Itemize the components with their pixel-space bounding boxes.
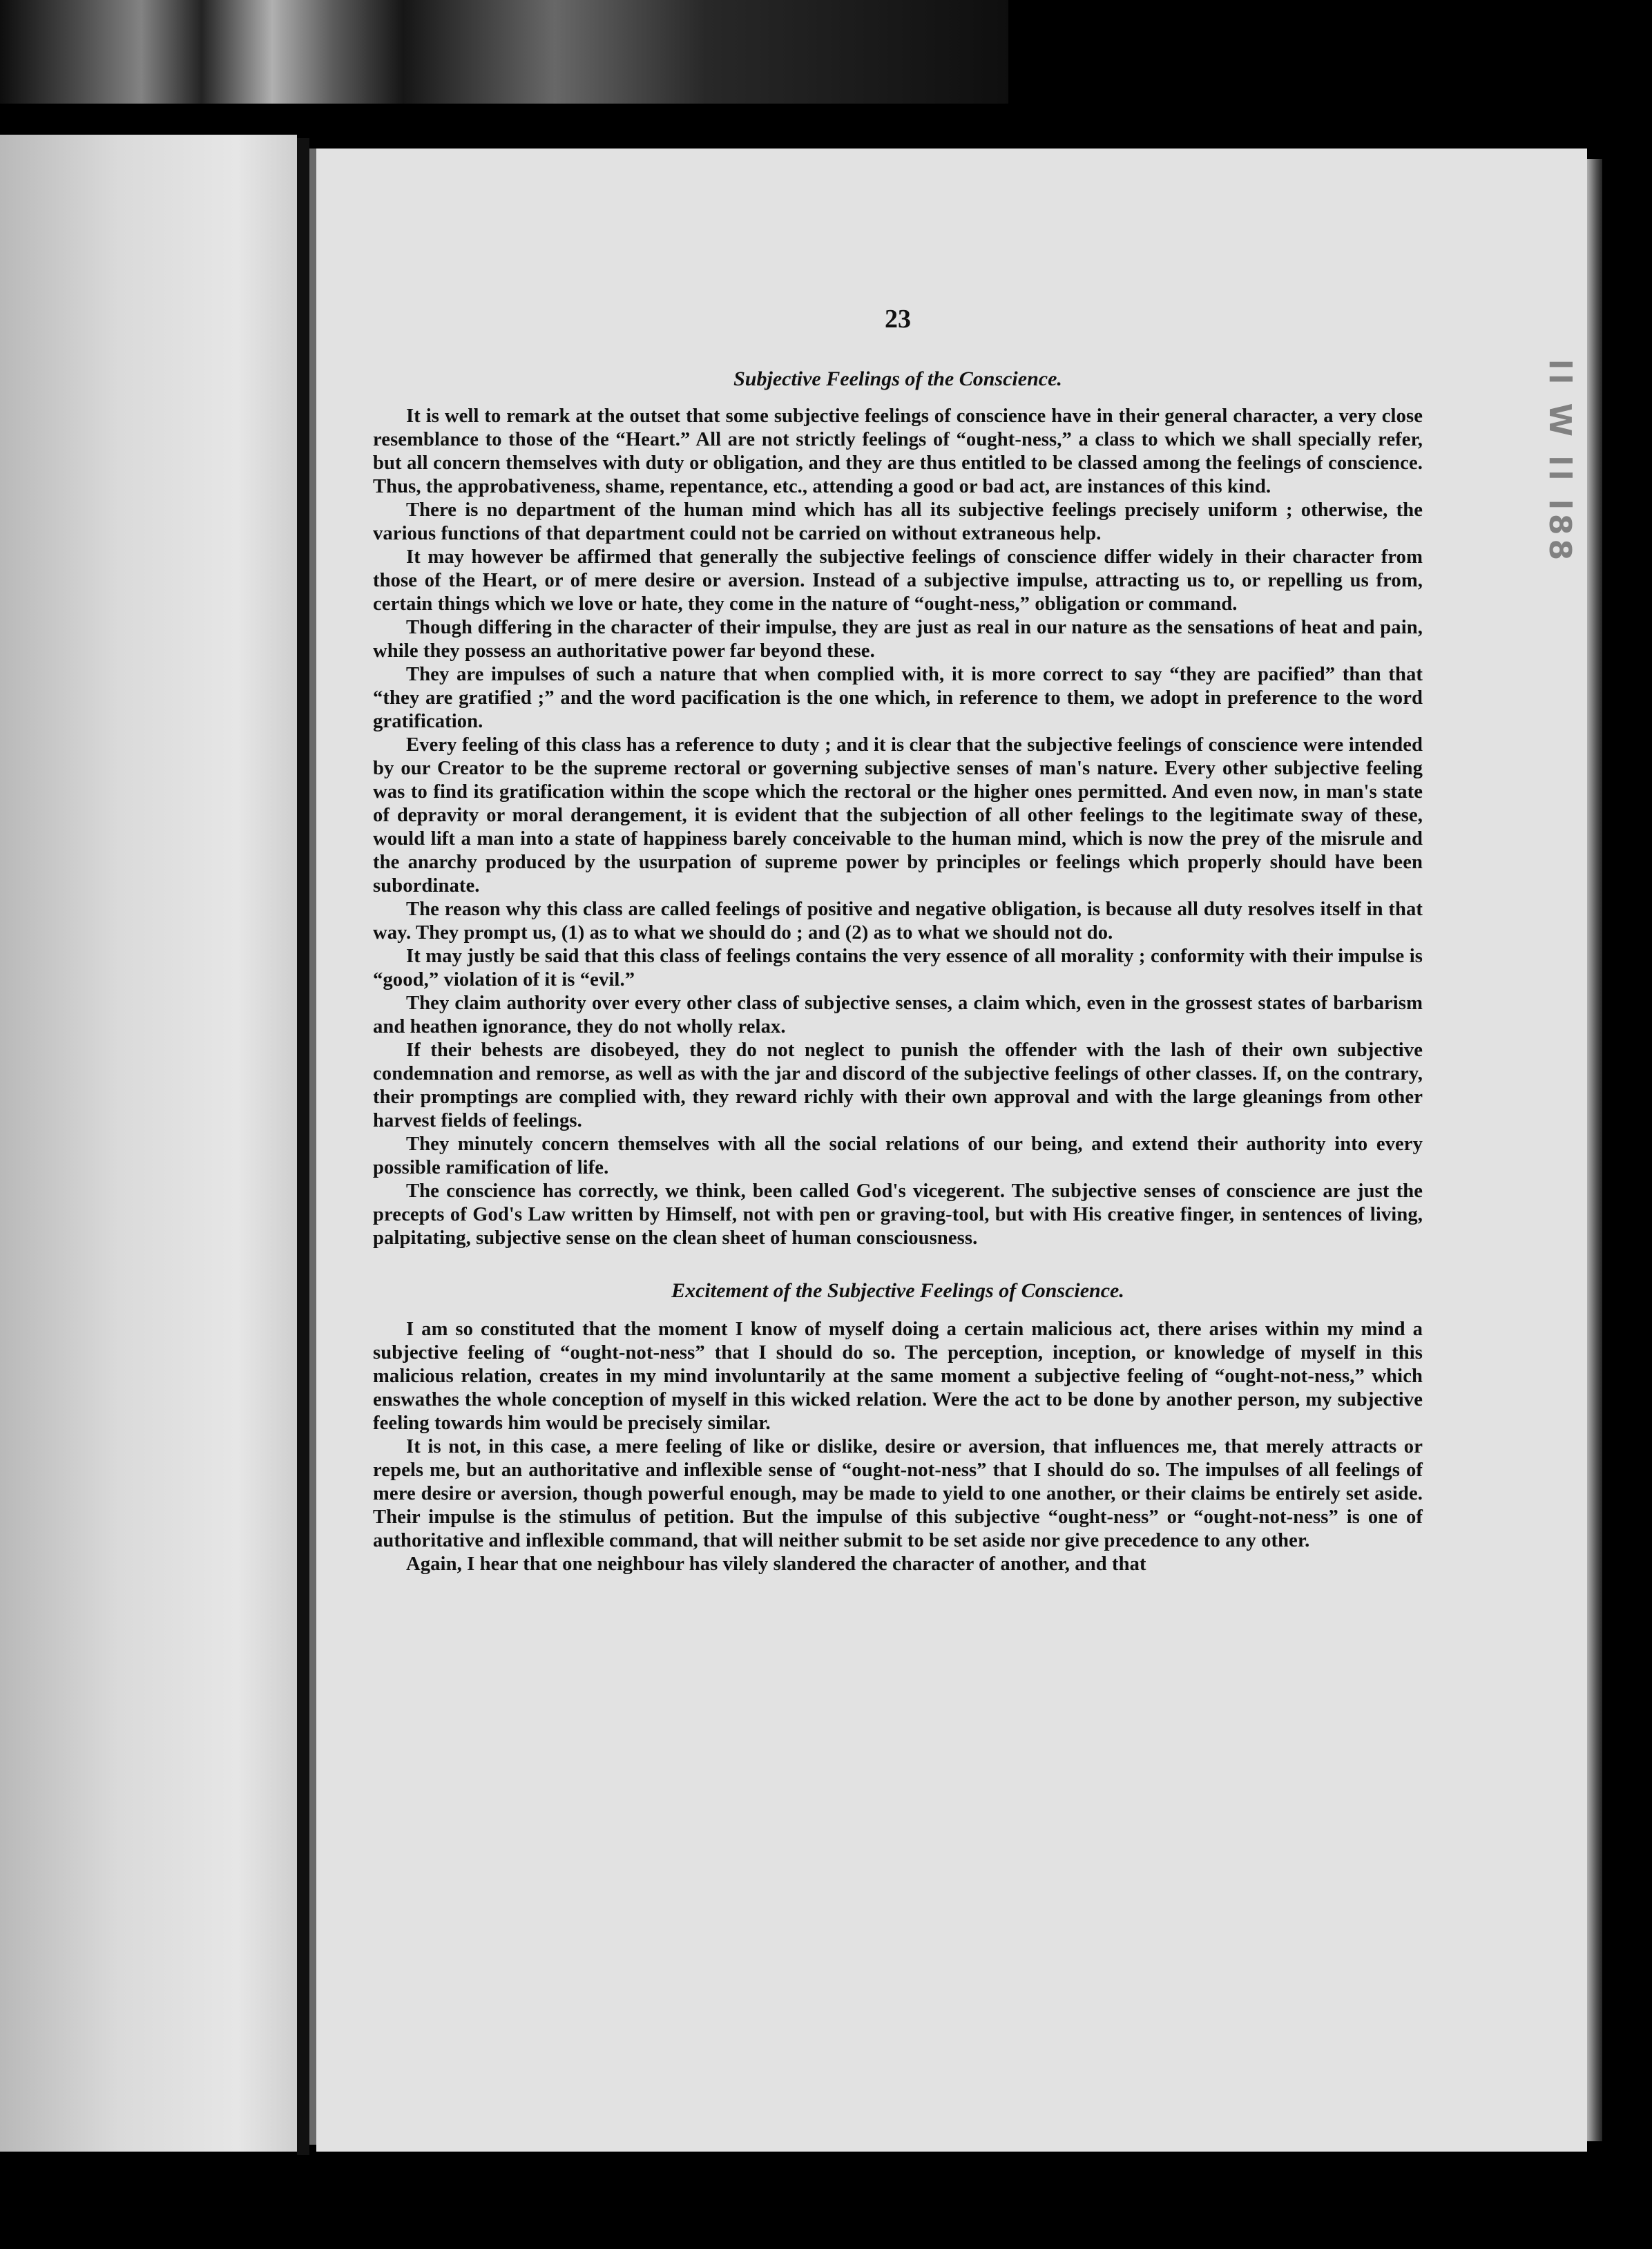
paragraph: They are impulses of such a nature that when complied with, it is more correct to say “they are pacified” than that “they are gratified ;” and the word pacification is the one which, in reference to them, we adopt in preference to the word gratification.	[373, 664, 1423, 732]
paragraph: It is not, in this case, a mere feeling of like or dislike, desire or aversion, that influences me, that merely attracts or repels me, but an authoritative and inflexible sense of “ought-not-ness” that I should do so. The impulses of all feelings of mere desire or aversion, though powerful enough, may be made to yield to one another, or their claims be entirely set aside. Their impulse is the stimulus of petition. But the impulse of this subjective “ought-ness” or “ought-not-ness” is one of authoritative and inflexible command, that will neither submit to be set aside nor give precedence to any other.	[373, 1436, 1423, 1551]
paragraph: It is well to remark at the outset that some subjective feelings of conscience have in their general character, a very close resemblance to those of the “Heart.” All are not strictly feelings of “ought-ness,” a class to which we shall specially refer, but all concern themselves with duty or obligation, and they are thus entitled to be classed among the feelings of conscience. Thus, the approbativeness, shame, repentance, etc., attending a good or bad act, are instances of this kind.	[373, 405, 1423, 497]
margin-marks: ll W ll l88	[1542, 359, 1577, 565]
page-number: 23	[885, 305, 911, 334]
paragraph: The reason why this class are called feelings of positive and negative obligation, is because all duty resolves itself in that way. They prompt us, (1) as to what we should do ; and (2) as to what we should not do.	[373, 899, 1423, 944]
paragraph: They claim authority over every other class of subjective senses, a claim which, even in the grossest states of barbarism and heathen ignorance, they do not wholly relax.	[373, 993, 1423, 1037]
section-heading: Subjective Feelings of the Conscience.	[733, 367, 1062, 390]
left-page	[0, 135, 297, 2152]
paragraph: If their behests are disobeyed, they do not neglect to punish the offender with the lash of their own subjective condemnation and remorse, as well as with the jar and discord of the subjective feelings of other classes. If, on the contrary, their promptings are complied with, they reward richly with their own approval and with the large gleanings from other harvest fields of feelings.	[373, 1040, 1423, 1131]
binding-strip	[0, 0, 1008, 104]
paragraph: Though differing in the character of their impulse, they are just as real in our nature as the sensations of heat and pain, while they possess an authoritative power far beyond these.	[373, 617, 1423, 662]
right-page-edge	[1587, 159, 1602, 2141]
spine-shadow	[309, 149, 316, 2145]
page-text-block	[373, 304, 1423, 1576]
paragraph: I am so constituted that the moment I know of myself doing a certain malicious act, there arises within my mind a subjective feeling of “ought-not-ness” that I should do so. The perception, inception, or knowledge of myself in this malicious relation, creates in my mind involuntarily at the same moment a subjective feeling of “ought-not-ness,” which enswathes the whole conception of myself in this wicked relation. Were the act to be done by another person, my subjective feeling towards him would be precisely similar.	[373, 1319, 1423, 1434]
paragraph: It may however be affirmed that generally the subjective feelings of conscience differ widely in their character from those of the Heart, or of mere desire or aversion. Instead of a subjective impulse, attracting us to, or repelling us from, certain things which we love or hate, they come in the nature of “ought-ness,” obligation or command.	[373, 546, 1423, 615]
paragraph: The conscience has correctly, we think, been called God's vicegerent. The subjective senses of conscience are just the precepts of God's Law written by Himself, not with pen or graving-tool, but with His creative finger, in sentences of living, palpitating, subjective sense on the clean sheet of human consciousness.	[373, 1180, 1423, 1249]
paragraph: Again, I hear that one neighbour has vilely slandered the character of another, and that	[406, 1553, 1146, 1575]
paragraph: Every feeling of this class has a reference to duty ; and it is clear that the subjective feelings of conscience were intended by our Creator to be the supreme rectoral or governing subjective senses of man's nature. Every other subjective feeling was to find its gratification within the scope which the rectoral or the higher ones permitted. And even now, in man's state of depravity or moral derangement, it is evident that the subjection of all other feelings to the legitimate sway of these, would lift a man into a state of happiness barely conceivable to the human mind, which is now the prey of the misrule and the anarchy produced by the usurpation of supreme power by principles or feelings which properly should have been subordinate.	[373, 734, 1423, 897]
paragraph: It may justly be said that this class of feelings contains the very essence of all morality ; conformity with their impulse is “good,” violation of it is “evil.”	[373, 946, 1423, 990]
section-heading: Excitement of the Subjective Feelings of Conscience.	[671, 1279, 1124, 1302]
paragraph: They minutely concern themselves with all the social relations of our being, and extend their authority into every possible ramification of life.	[373, 1133, 1423, 1178]
left-page-edge	[297, 138, 309, 2155]
paragraph: There is no department of the human mind which has all its subjective feelings precisely uniform ; otherwise, the various functions of that department could not be carried on without extraneous help.	[373, 499, 1423, 544]
